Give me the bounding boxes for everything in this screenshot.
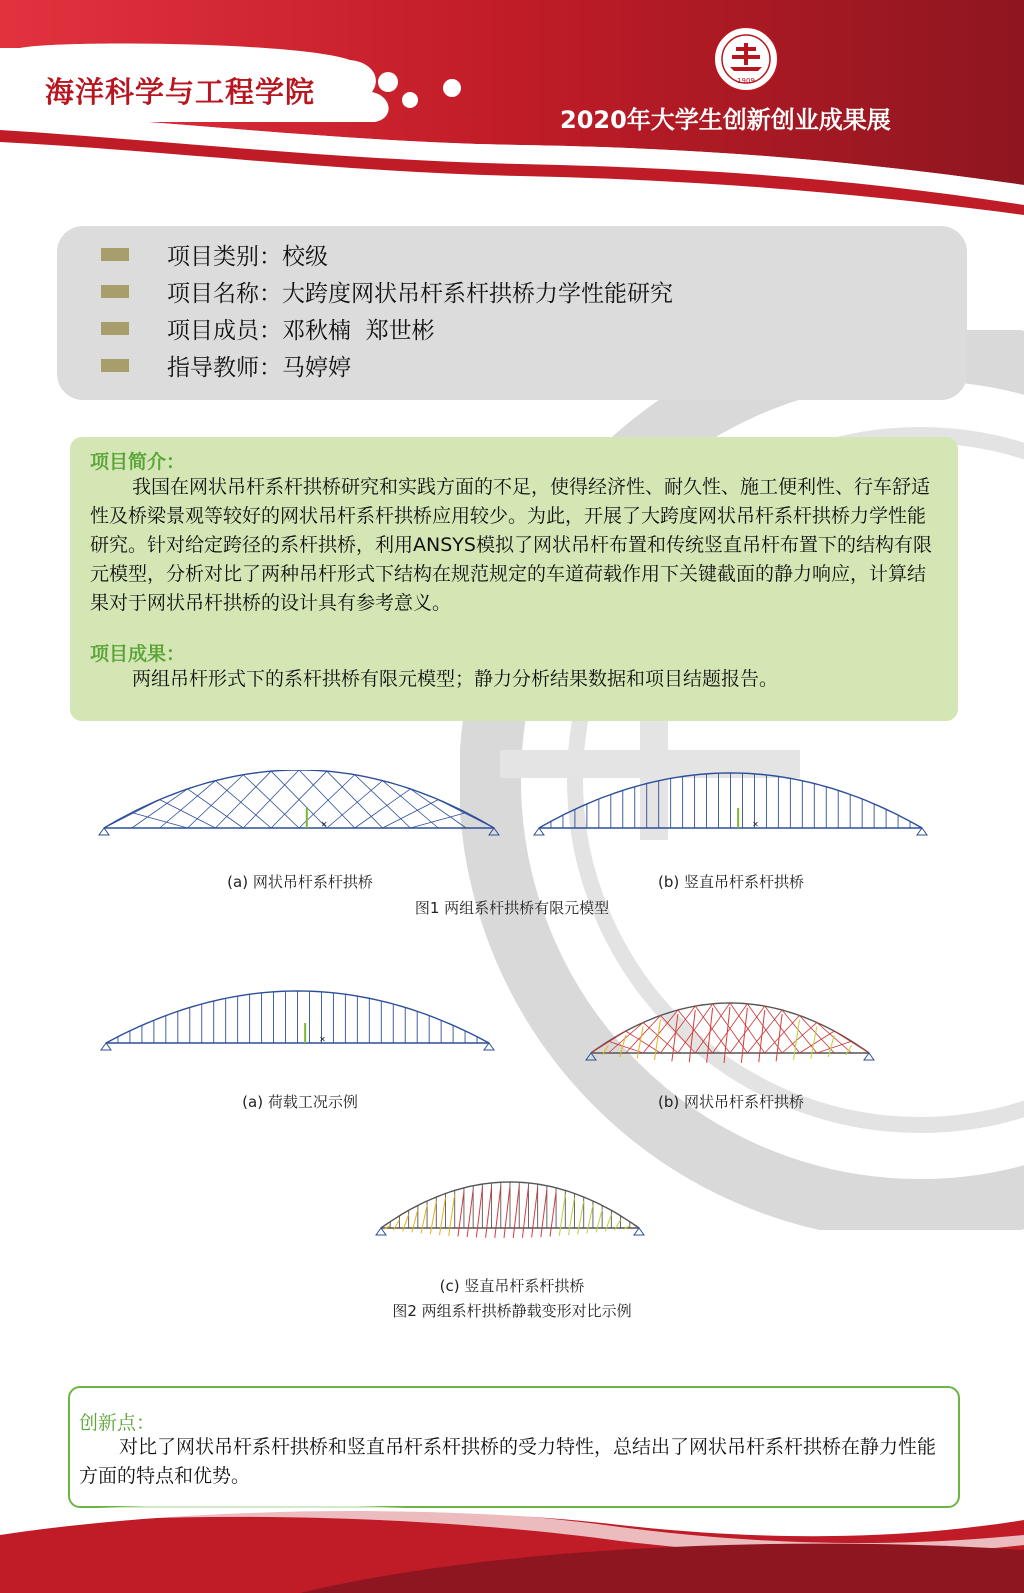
info-value: 邓秋楠 郑世彬 <box>282 317 435 344</box>
intro-text: 我国在网状吊杆系杆拱桥研究和实践方面的不足，使得经济性、耐久性、施工便利性、行车舒适性及桥梁景观等较好的网状吊杆系杆拱桥应用较少。为此，开展了大跨度网状吊杆系杆拱桥力学性能研究。针对给定跨径的系杆拱桥，利用ANSYS模拟了网状吊杆布置和传统竖直吊杆布置下的结构有限元模型，分析对比了两种吊杆形式下结构在规范规定的车道荷载作用下关键截面的静力响应，计算结果对于网状吊杆拱桥的设计具有参考意义。 <box>90 476 932 614</box>
deformation-vector <box>559 1194 565 1235</box>
logo-year: 1909 <box>737 77 755 85</box>
hanger <box>243 775 299 828</box>
fig1-title: 图1 两组系杆拱桥有限元模型 <box>414 899 610 917</box>
project-intro-panel <box>70 437 958 721</box>
fig1-caption-b: (b) 竖直吊杆系杆拱桥 <box>658 873 804 891</box>
hanger <box>215 771 271 828</box>
innovation-text: 对比了网状吊杆系杆拱桥和竖直吊杆系杆拱桥的受力特性，总结出了网状吊杆系杆拱桥在静力性能方面的特点和优势。 <box>79 1436 937 1487</box>
deformation-vector <box>476 1188 482 1237</box>
deformation-vector <box>513 1186 519 1238</box>
deformation-vector <box>522 1187 528 1238</box>
hanger <box>327 771 383 828</box>
deformation-vector <box>449 1194 455 1235</box>
bullet-square <box>101 359 129 372</box>
university-logo <box>712 25 780 93</box>
deformation-vector <box>495 1186 501 1238</box>
bridge-network-deformation <box>585 995 875 1075</box>
fig2-caption-a: (a) 荷载工况示例 <box>242 1093 358 1111</box>
hanger <box>608 1041 643 1053</box>
hanger <box>643 1010 678 1053</box>
results-heading: 项目成果： <box>90 643 186 665</box>
fig2-title: 图2 两组系杆拱桥静载变形对比示例 <box>392 1302 632 1320</box>
deformation-vector <box>467 1190 473 1237</box>
hanger <box>747 1010 782 1053</box>
bullet-square <box>101 285 129 298</box>
deformation-vector <box>504 1186 510 1238</box>
deformation-vector <box>759 1010 765 1062</box>
hanger <box>383 781 439 828</box>
arch-rib <box>104 770 494 828</box>
bridge-vertical-arch-model <box>533 770 928 850</box>
bridge-load-case-model <box>100 990 495 1065</box>
exhibition-title: 2020年大学生创新创业成果展 <box>560 106 891 134</box>
fig2-caption-b: (b) 网状吊杆系杆拱桥 <box>658 1093 804 1111</box>
deformation-vector <box>596 1209 602 1232</box>
hanger <box>782 1010 817 1053</box>
innovation-heading: 创新点： <box>79 1412 156 1434</box>
deformation-vector <box>403 1214 409 1231</box>
hanger <box>438 800 494 828</box>
deformation-vector <box>440 1198 446 1236</box>
hanger <box>817 1041 852 1053</box>
support-icon <box>864 1053 874 1060</box>
bullet-square <box>101 322 129 335</box>
hanger <box>643 1023 678 1053</box>
support-icon <box>634 1228 644 1235</box>
bridge-network-arch-model <box>98 770 500 850</box>
support-icon <box>484 1043 494 1050</box>
load-point-icon: ✕ <box>752 820 759 829</box>
hanger <box>327 781 383 828</box>
load-point-icon: ✕ <box>319 1035 326 1044</box>
hanger <box>355 775 411 828</box>
hanger <box>782 1023 817 1053</box>
deformation-vector <box>421 1205 427 1233</box>
deformation-vector <box>605 1214 611 1231</box>
project-info-panel <box>57 226 967 400</box>
hanger <box>243 770 299 828</box>
info-label: 项目成员： <box>167 317 282 344</box>
deformation-vector <box>672 1014 678 1061</box>
deformation-vector <box>541 1190 547 1237</box>
footer-banner <box>0 1505 1024 1593</box>
deformation-vector <box>486 1187 492 1238</box>
hanger <box>104 800 160 828</box>
hanger <box>188 775 244 828</box>
bullet-square <box>101 248 129 261</box>
deformation-vector <box>430 1201 436 1234</box>
deformation-vector <box>458 1192 464 1237</box>
support-icon <box>586 1053 596 1060</box>
info-label: 指导教师： <box>167 354 282 381</box>
deformation-vector <box>637 1027 643 1059</box>
support-icon <box>101 1043 111 1050</box>
info-label: 项目类别： <box>167 243 282 270</box>
support-icon <box>99 828 109 835</box>
load-point-icon: ✕ <box>320 820 328 829</box>
info-value: 大跨度网状吊杆系杆拱桥力学性能研究 <box>282 280 673 307</box>
info-row-name <box>101 274 673 308</box>
deformation-vector <box>412 1209 418 1232</box>
deformation-vector <box>776 1014 782 1061</box>
hanger <box>661 1016 696 1054</box>
innovation-panel <box>68 1386 960 1508</box>
deformation-vector <box>532 1188 538 1237</box>
info-row-members <box>101 311 435 345</box>
department-name: 海洋科学与工程学院 <box>45 75 316 109</box>
info-label: 项目名称： <box>167 280 282 307</box>
bridge-vertical-deformation <box>375 1180 645 1250</box>
info-row-category <box>101 237 328 271</box>
hanger <box>132 813 188 828</box>
hanger <box>215 781 271 828</box>
deformation-vector <box>569 1198 575 1236</box>
deformation-vector <box>578 1201 584 1234</box>
info-row-advisor <box>101 348 351 382</box>
hanger <box>678 1010 713 1053</box>
deformation-vector <box>741 1008 747 1063</box>
deformation-vector <box>587 1205 593 1233</box>
hanger <box>765 1016 800 1054</box>
deformation-vector <box>550 1192 556 1237</box>
deformation-vector <box>655 1020 661 1061</box>
results-text: 两组吊杆形式下的系杆拱桥有限元模型；静力分析结果数据和项目结题报告。 <box>132 668 779 690</box>
intro-heading: 项目简介： <box>90 451 186 473</box>
hanger <box>160 781 216 828</box>
support-icon <box>534 828 544 835</box>
info-value: 校级 <box>282 243 328 270</box>
support-icon <box>489 828 499 835</box>
support-icon <box>917 828 927 835</box>
hanger <box>410 813 466 828</box>
info-value: 马婷婷 <box>282 354 351 381</box>
fig1-caption-a: (a) 网状吊杆系杆拱桥 <box>227 873 373 891</box>
fig2-caption-c: (c) 竖直吊杆系杆拱桥 <box>439 1277 585 1295</box>
